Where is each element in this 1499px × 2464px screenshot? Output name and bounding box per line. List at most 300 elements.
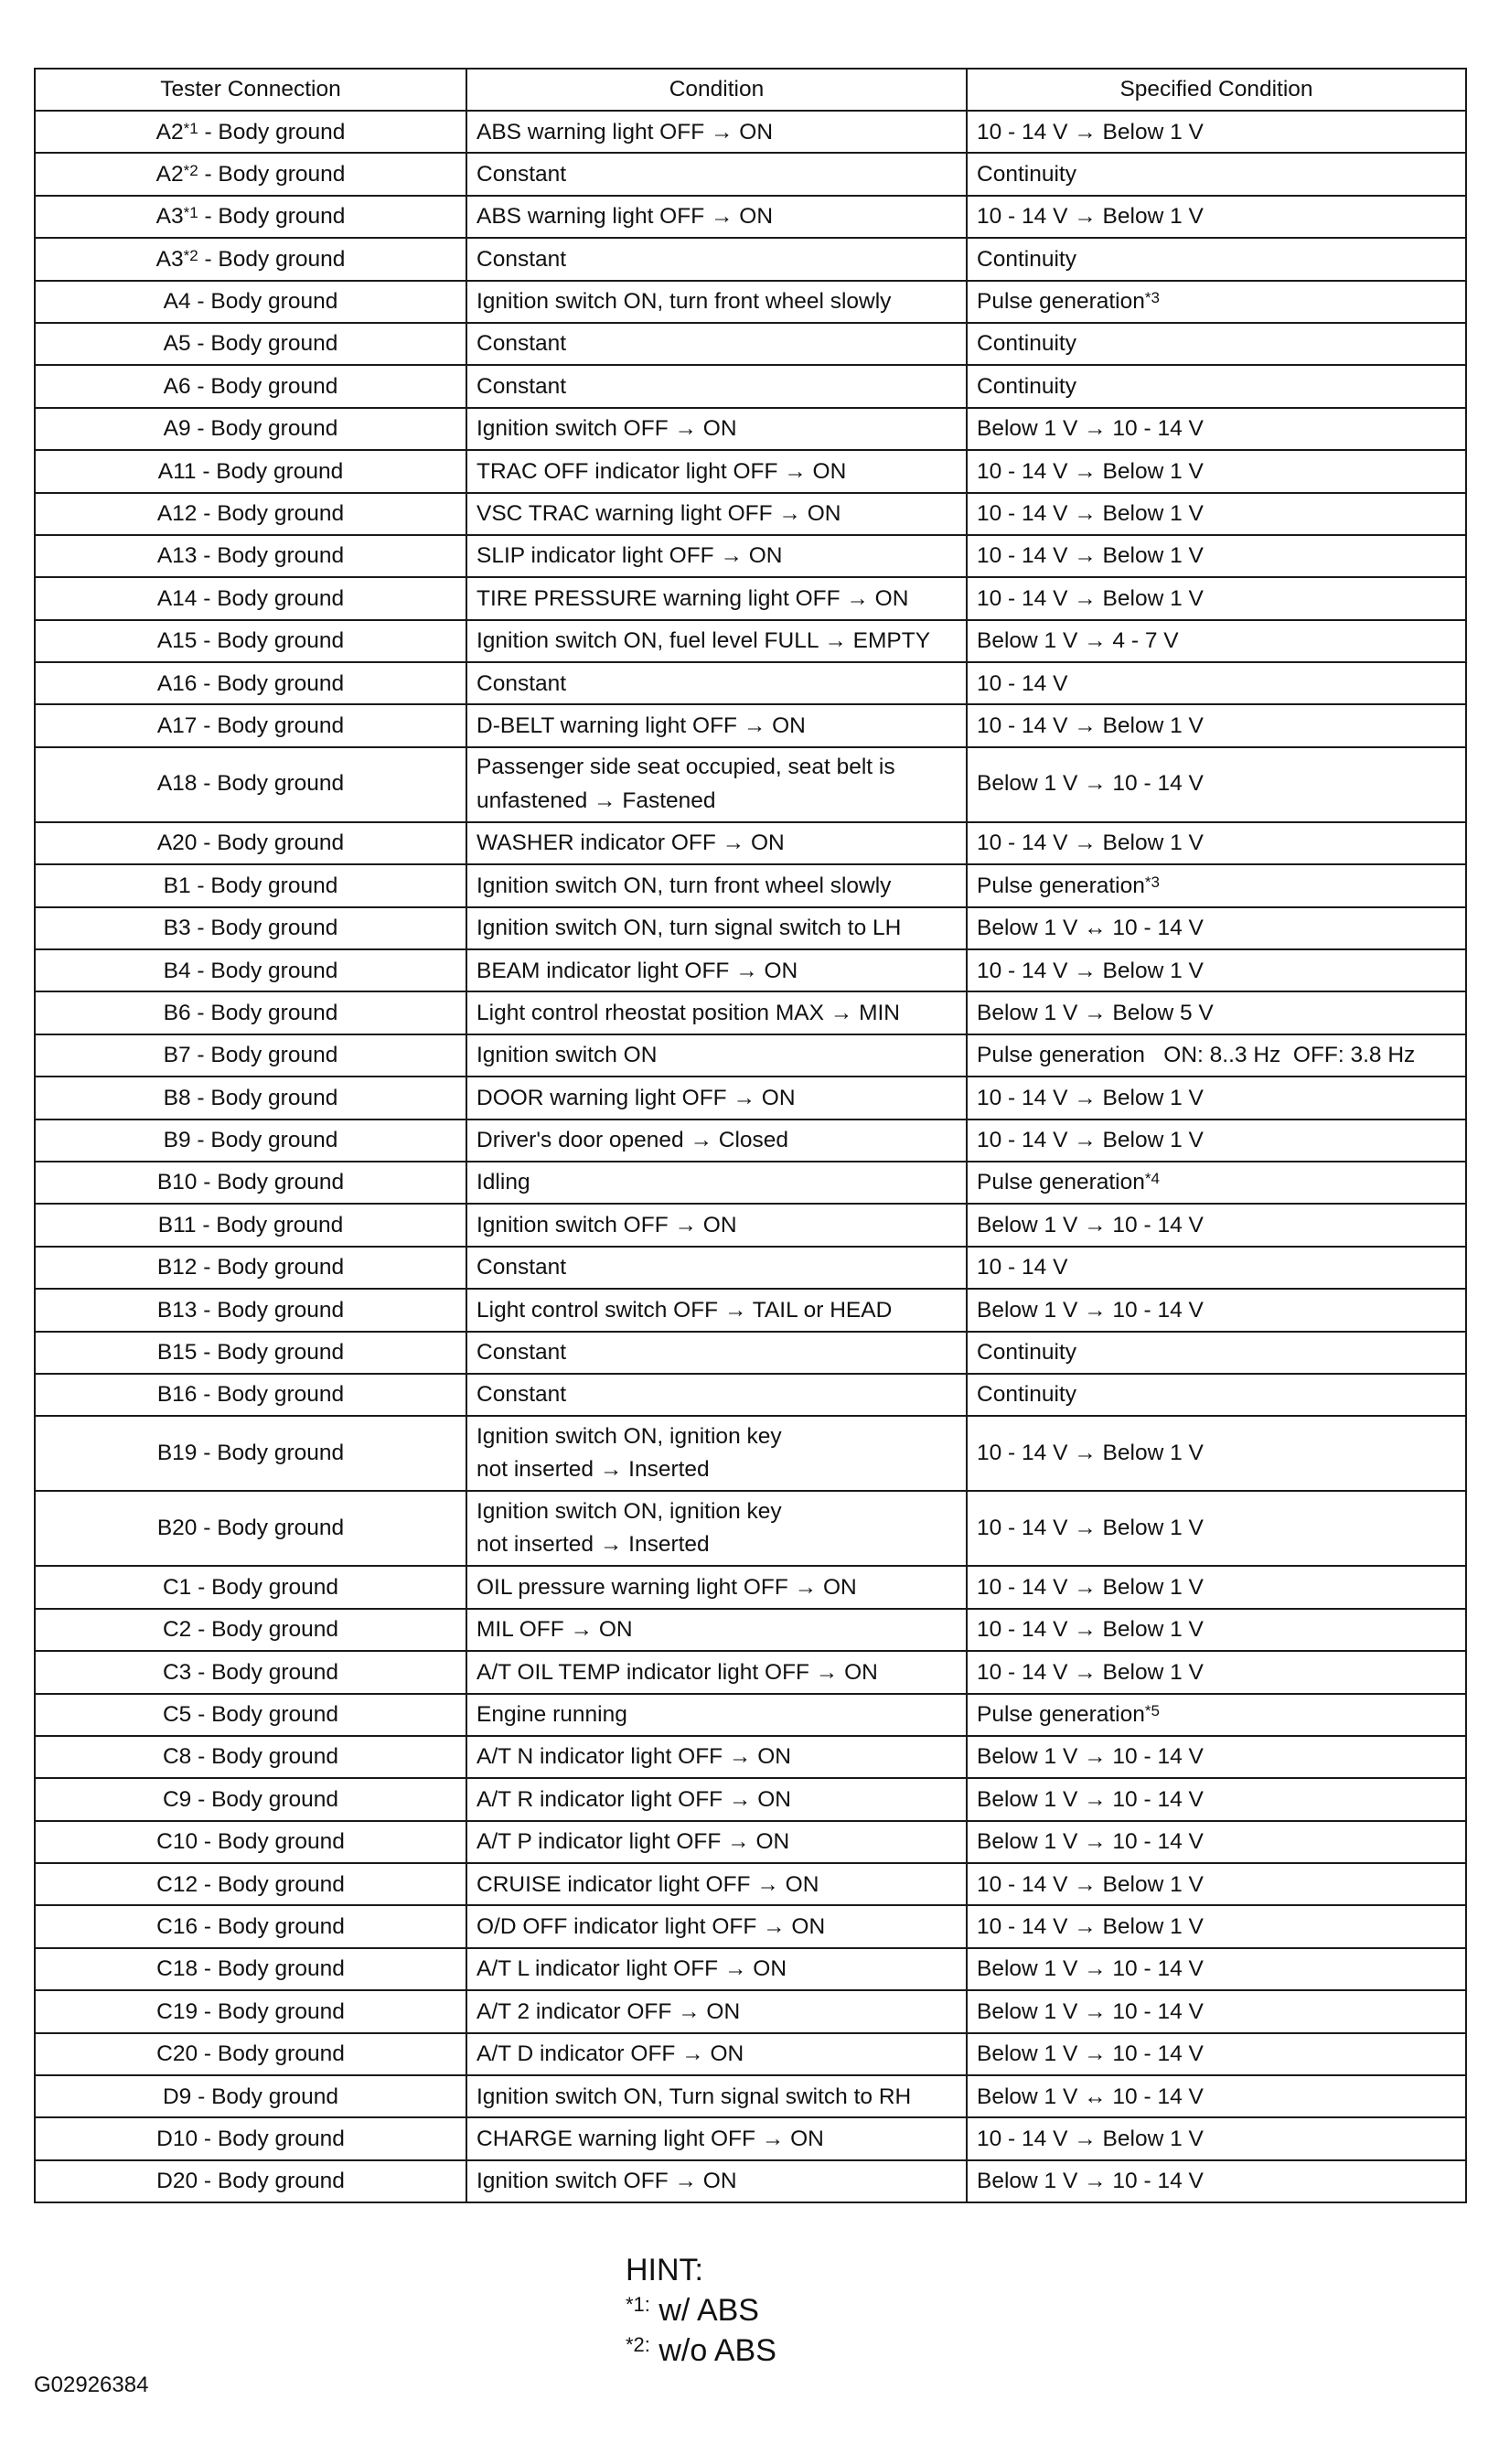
condition-text: Driver's door opened → Closed [476, 1128, 789, 1153]
condition-cell [466, 949, 967, 991]
table-row [35, 577, 1466, 619]
condition-cell [466, 2160, 967, 2202]
tester-connection-cell [35, 111, 466, 153]
hint-block [626, 2250, 776, 2371]
table-row [35, 949, 1466, 991]
specified-condition-text: Below 1 V → 10 - 14 V [977, 1297, 1204, 1323]
terminal-label: C9 - Body ground [162, 1786, 339, 1812]
specified-condition-cell [967, 238, 1466, 280]
terminal-label: C3 - Body ground [162, 1659, 339, 1685]
condition-text: OIL pressure warning light OFF → ON [476, 1574, 857, 1600]
hint-note-text: w/ ABS [649, 2293, 759, 2328]
specified-condition-cell [967, 1374, 1466, 1416]
tester-connection-cell [35, 704, 466, 746]
footnote-mark: *3 [1144, 873, 1160, 891]
specified-condition-cell [967, 1990, 1466, 2032]
condition-cell [466, 365, 967, 407]
specified-condition-text: Below 1 V → 10 - 14 V [977, 1786, 1204, 1812]
terminal-label: B8 - Body ground [163, 1085, 338, 1110]
condition-text: D-BELT warning light OFF → ON [476, 712, 806, 738]
table-row [35, 111, 1466, 153]
terminal-label: A2 [155, 161, 184, 187]
tester-connection-cell [35, 907, 466, 949]
condition-text: Ignition switch ON, ignition key [476, 1498, 782, 1524]
tester-connection-cell [35, 620, 466, 662]
table-row [35, 1120, 1466, 1162]
specified-condition-cell [967, 153, 1466, 195]
condition-text: Engine running [476, 1702, 627, 1727]
condition-cell [466, 1651, 967, 1693]
footnote-mark: *1 [183, 119, 198, 137]
condition-text: Light control rheostat position MAX → MIN [476, 1000, 900, 1025]
tester-connection-cell [35, 1694, 466, 1736]
table-row [35, 365, 1466, 407]
specified-condition-cell [967, 196, 1466, 238]
condition-cell [466, 111, 967, 153]
specified-condition-cell [967, 1120, 1466, 1162]
specified-condition-text: Below 1 V → 10 - 14 V [977, 1744, 1204, 1770]
specified-condition-cell [967, 1948, 1466, 1990]
condition-cell [466, 1204, 967, 1246]
specified-condition-cell [967, 450, 1466, 492]
condition-cell [466, 2033, 967, 2075]
condition-cell [466, 991, 967, 1034]
condition-text: A/T 2 indicator OFF → ON [476, 1998, 741, 2024]
table-row [35, 196, 1466, 238]
header-condition: Condition [466, 69, 967, 111]
condition-cell [466, 1863, 967, 1905]
condition-text: TIRE PRESSURE warning light OFF → ON [476, 585, 909, 611]
condition-text: Constant [476, 161, 567, 187]
condition-text: TRAC OFF indicator light OFF → ON [476, 458, 847, 484]
terminal-label: D9 - Body ground [162, 2084, 339, 2109]
tester-connection-cell [35, 493, 466, 535]
table-row [35, 620, 1466, 662]
table-row [35, 1694, 1466, 1736]
condition-text: Ignition switch ON, turn front wheel slowly [476, 873, 892, 898]
specified-condition-text: Continuity [977, 246, 1076, 272]
table-row [35, 1416, 1466, 1491]
condition-cell [466, 450, 967, 492]
specified-condition-cell [967, 323, 1466, 365]
specified-condition-cell [967, 704, 1466, 746]
condition-cell [466, 1566, 967, 1608]
table-row [35, 1821, 1466, 1863]
table-row [35, 1491, 1466, 1566]
specified-condition-text: Continuity [977, 331, 1076, 357]
condition-cell [466, 1905, 967, 1947]
specified-condition-cell [967, 577, 1466, 619]
terminal-label: A12 - Body ground [156, 501, 345, 527]
specified-condition-text: Below 1 V → 10 - 14 V [977, 1998, 1204, 2024]
table-row [35, 1651, 1466, 1693]
terminal-label: A4 - Body ground [163, 289, 338, 315]
terminal-label: C20 - Body ground [156, 2041, 345, 2067]
tester-connection-cell [35, 1491, 466, 1566]
terminal-label: A18 - Body ground [156, 771, 345, 797]
table-row [35, 907, 1466, 949]
specified-condition-cell [967, 535, 1466, 577]
footnote-mark: *1 [183, 204, 198, 222]
terminal-label: D20 - Body ground [156, 2169, 345, 2194]
condition-text: A/T N indicator light OFF → ON [476, 1744, 791, 1770]
tester-connection-cell [35, 1034, 466, 1077]
condition-cell [466, 1694, 967, 1736]
table-row [35, 535, 1466, 577]
header-specified-condition: Specified Condition [967, 69, 1466, 111]
table-row [35, 1778, 1466, 1820]
hint-note [626, 2330, 776, 2371]
terminal-label: B6 - Body ground [163, 1000, 338, 1025]
condition-text: Ignition switch ON, ignition key [476, 1423, 782, 1449]
table-row [35, 822, 1466, 864]
condition-cell [466, 535, 967, 577]
terminal-label: C12 - Body ground [156, 1871, 345, 1897]
specified-condition-cell [967, 2033, 1466, 2075]
terminal-label: D10 - Body ground [156, 2126, 345, 2151]
condition-cell [466, 1416, 967, 1491]
tester-connection-cell [35, 196, 466, 238]
specified-condition-cell [967, 1736, 1466, 1778]
specified-condition-text: Below 1 V → 4 - 7 V [977, 628, 1179, 654]
specified-condition-cell [967, 281, 1466, 323]
terminal-label: C8 - Body ground [162, 1744, 339, 1770]
specified-condition-cell [967, 1609, 1466, 1651]
table-row [35, 2075, 1466, 2117]
table-row [35, 1289, 1466, 1331]
specified-condition-text: Below 1 V → 10 - 14 V [977, 2041, 1204, 2067]
specified-condition-text: Continuity [977, 161, 1076, 187]
table-row [35, 323, 1466, 365]
specified-condition-cell [967, 1416, 1466, 1491]
tester-connection-cell [35, 1905, 466, 1947]
specified-condition-text: 10 - 14 V → Below 1 V [977, 2126, 1204, 2151]
tester-connection-cell [35, 822, 466, 864]
specified-condition-text: 10 - 14 V [977, 1255, 1068, 1280]
condition-cell [466, 2117, 967, 2159]
condition-text: A/T P indicator light OFF → ON [476, 1829, 790, 1855]
terminal-label: B3 - Body ground [163, 916, 338, 941]
condition-cell [466, 907, 967, 949]
terminal-label: A16 - Body ground [156, 670, 345, 696]
specified-condition-text: Below 1 V → 10 - 14 V [977, 2169, 1204, 2194]
table-row [35, 1034, 1466, 1077]
specified-condition-cell [967, 1491, 1466, 1566]
terminal-label: A3 [155, 246, 184, 272]
terminal-label: A11 - Body ground [157, 458, 344, 484]
terminal-label: A17 - Body ground [156, 712, 345, 738]
specified-condition-text: 10 - 14 V → Below 1 V [977, 830, 1204, 856]
table-row [35, 991, 1466, 1034]
specified-condition-text: Continuity [977, 1382, 1076, 1408]
terminal-suffix: - Body ground [198, 119, 346, 145]
specified-condition-text: 10 - 14 V → Below 1 V [977, 1515, 1204, 1540]
condition-text: VSC TRAC warning light OFF → ON [476, 501, 841, 527]
footnote-mark: *4 [1144, 1170, 1160, 1188]
tester-connection-cell [35, 238, 466, 280]
specified-condition-cell [967, 662, 1466, 704]
terminal-label: A5 - Body ground [163, 331, 338, 357]
condition-cell [466, 1077, 967, 1119]
specified-condition-cell [967, 1077, 1466, 1119]
terminal-suffix: - Body ground [198, 246, 346, 272]
condition-cell [466, 493, 967, 535]
terminal-label: B19 - Body ground [156, 1440, 345, 1465]
terminal-label: A15 - Body ground [156, 628, 345, 654]
table-row [35, 1374, 1466, 1416]
terminal-label: B12 - Body ground [156, 1255, 345, 1280]
specified-condition-text: Pulse generation [977, 1702, 1145, 1727]
specified-condition-cell [967, 2117, 1466, 2159]
specified-condition-text: 10 - 14 V → Below 1 V [977, 1440, 1204, 1465]
footnote-mark: *2 [183, 246, 198, 264]
specified-condition-cell [967, 1905, 1466, 1947]
specified-condition-cell [967, 111, 1466, 153]
specified-condition-cell [967, 2075, 1466, 2117]
tester-connection-cell [35, 1289, 466, 1331]
specified-condition-cell [967, 365, 1466, 407]
condition-cell [466, 1332, 967, 1374]
specified-condition-text: Below 1 V → 10 - 14 V [977, 1956, 1204, 1982]
table-row [35, 1736, 1466, 1778]
specified-condition-text: 10 - 14 V → Below 1 V [977, 119, 1204, 145]
condition-cell [466, 822, 967, 864]
condition-cell [466, 1289, 967, 1331]
condition-text: Passenger side seat occupied, seat belt is [476, 755, 895, 780]
condition-text: ABS warning light OFF → ON [476, 204, 774, 230]
specified-condition-cell [967, 1778, 1466, 1820]
tester-connection-cell [35, 991, 466, 1034]
specified-condition-text: 10 - 14 V → Below 1 V [977, 958, 1204, 983]
hint-note-text: w/o ABS [649, 2333, 776, 2368]
hint-title: HINT: [626, 2253, 703, 2287]
condition-text-line2: not inserted → Inserted [476, 1457, 710, 1483]
condition-text: Constant [476, 670, 567, 696]
specified-condition-cell [967, 949, 1466, 991]
tester-connection-cell [35, 1416, 466, 1491]
tester-connection-cell [35, 365, 466, 407]
condition-cell [466, 864, 967, 906]
condition-text-line2: not inserted → Inserted [476, 1532, 710, 1558]
condition-text: Ignition switch OFF → ON [476, 2169, 737, 2194]
specified-condition-cell [967, 1247, 1466, 1289]
figure-id: G02926384 [34, 2373, 149, 2397]
terminal-label: A3 [155, 204, 184, 230]
condition-cell [466, 2075, 967, 2117]
specified-condition-cell [967, 1651, 1466, 1693]
specified-condition-cell [967, 620, 1466, 662]
tester-connection-cell [35, 535, 466, 577]
condition-text: CHARGE warning light OFF → ON [476, 2126, 824, 2151]
table-row [35, 1905, 1466, 1947]
specified-condition-cell [967, 822, 1466, 864]
terminal-suffix: - Body ground [198, 161, 346, 187]
table-row [35, 408, 1466, 450]
condition-text: DOOR warning light OFF → ON [476, 1085, 796, 1110]
condition-text: Constant [476, 373, 567, 399]
table-row [35, 281, 1466, 323]
specified-condition-cell [967, 408, 1466, 450]
tester-connection-cell [35, 1609, 466, 1651]
tester-connection-cell [35, 450, 466, 492]
tester-connection-cell [35, 2033, 466, 2075]
tester-connection-cell [35, 1863, 466, 1905]
condition-text: Constant [476, 1340, 567, 1366]
tester-connection-cell [35, 747, 466, 822]
table-row [35, 153, 1466, 195]
hint-note-mark: *1: [626, 2293, 650, 2316]
tester-connection-table [34, 68, 1467, 2203]
tester-connection-cell [35, 1736, 466, 1778]
specified-condition-cell [967, 1034, 1466, 1077]
condition-cell [466, 1990, 967, 2032]
terminal-label: B1 - Body ground [163, 873, 338, 898]
tester-connection-cell [35, 1948, 466, 1990]
condition-text: CRUISE indicator light OFF → ON [476, 1871, 819, 1897]
tester-connection-cell [35, 408, 466, 450]
condition-text: Ignition switch ON, turn front wheel slowly [476, 289, 892, 315]
tester-connection-cell [35, 1821, 466, 1863]
table-row [35, 450, 1466, 492]
specified-condition-text: Pulse generation ON: 8..3 Hz OFF: 3.8 Hz [977, 1043, 1416, 1068]
table-row [35, 1990, 1466, 2032]
condition-cell [466, 1609, 967, 1651]
condition-cell [466, 281, 967, 323]
specified-condition-cell [967, 1289, 1466, 1331]
condition-cell [466, 704, 967, 746]
tester-connection-cell [35, 281, 466, 323]
condition-text: Ignition switch OFF → ON [476, 416, 737, 442]
table-row [35, 747, 1466, 822]
condition-text: A/T L indicator light OFF → ON [476, 1956, 787, 1982]
condition-cell [466, 662, 967, 704]
condition-cell [466, 1374, 967, 1416]
tester-connection-cell [35, 864, 466, 906]
specified-condition-cell [967, 1204, 1466, 1246]
condition-cell [466, 1162, 967, 1204]
specified-condition-text: Below 1 V → 10 - 14 V [977, 1212, 1204, 1237]
terminal-label: B16 - Body ground [156, 1382, 345, 1408]
condition-cell [466, 238, 967, 280]
terminal-label: C19 - Body ground [156, 1998, 345, 2024]
specified-condition-cell [967, 864, 1466, 906]
specified-condition-cell [967, 2160, 1466, 2202]
specified-condition-text: Pulse generation [977, 289, 1145, 315]
condition-text: A/T D indicator OFF → ON [476, 2041, 744, 2067]
table-row [35, 2033, 1466, 2075]
terminal-label: A14 - Body ground [156, 585, 345, 611]
tester-connection-cell [35, 1332, 466, 1374]
specified-condition-text: Continuity [977, 373, 1076, 399]
terminal-label: C16 - Body ground [156, 1913, 345, 1939]
terminal-label: C10 - Body ground [156, 1829, 345, 1855]
terminal-label: C2 - Body ground [162, 1617, 339, 1643]
specified-condition-text: Below 1 V → 10 - 14 V [977, 416, 1204, 442]
condition-cell [466, 620, 967, 662]
tester-connection-cell [35, 2117, 466, 2159]
tester-connection-cell [35, 1651, 466, 1693]
tester-connection-cell [35, 1374, 466, 1416]
terminal-label: A13 - Body ground [156, 543, 345, 569]
terminal-label: A9 - Body ground [163, 416, 338, 442]
footnote-mark: *5 [1144, 1702, 1160, 1719]
condition-text: A/T OIL TEMP indicator light OFF → ON [476, 1659, 878, 1685]
specified-condition-cell [967, 493, 1466, 535]
specified-condition-cell [967, 1162, 1466, 1204]
condition-text: SLIP indicator light OFF → ON [476, 543, 783, 569]
hint-note-mark: *2: [626, 2333, 650, 2356]
table-row [35, 1077, 1466, 1119]
terminal-label: B9 - Body ground [163, 1128, 338, 1153]
specified-condition-text: Continuity [977, 1340, 1076, 1366]
specified-condition-text: Below 1 V → 10 - 14 V [977, 1829, 1204, 1855]
condition-cell [466, 577, 967, 619]
tester-connection-cell [35, 662, 466, 704]
footnote-mark: *2 [183, 161, 198, 179]
terminal-label: C18 - Body ground [156, 1956, 345, 1982]
terminal-label: B20 - Body ground [156, 1515, 345, 1540]
condition-cell [466, 1948, 967, 1990]
tester-connection-cell [35, 1778, 466, 1820]
specified-condition-cell [967, 1566, 1466, 1608]
specified-condition-text: 10 - 14 V → Below 1 V [977, 585, 1204, 611]
terminal-label: C5 - Body ground [162, 1702, 339, 1727]
specified-condition-text: 10 - 14 V → Below 1 V [977, 543, 1204, 569]
specified-condition-cell [967, 1821, 1466, 1863]
tester-connection-cell [35, 2075, 466, 2117]
tester-connection-cell [35, 1162, 466, 1204]
condition-text: Constant [476, 1382, 567, 1408]
tester-connection-cell [35, 2160, 466, 2202]
table-row [35, 1609, 1466, 1651]
table-row [35, 1204, 1466, 1246]
specified-condition-text: Below 1 V → 10 - 14 V [977, 771, 1204, 797]
tester-connection-cell [35, 323, 466, 365]
terminal-label: B10 - Body ground [156, 1170, 345, 1195]
table-row [35, 1332, 1466, 1374]
tester-connection-cell [35, 1247, 466, 1289]
specified-condition-text: 10 - 14 V → Below 1 V [977, 1617, 1204, 1643]
condition-text: A/T R indicator light OFF → ON [476, 1786, 791, 1812]
table-row [35, 1948, 1466, 1990]
condition-text: Constant [476, 246, 567, 272]
terminal-label: C1 - Body ground [162, 1574, 339, 1600]
table-row [35, 1863, 1466, 1905]
specified-condition-cell [967, 1863, 1466, 1905]
specified-condition-text: 10 - 14 V → Below 1 V [977, 712, 1204, 738]
tester-connection-cell [35, 153, 466, 195]
condition-cell [466, 1247, 967, 1289]
condition-cell [466, 1778, 967, 1820]
specified-condition-text: Below 1 V → Below 5 V [977, 1000, 1214, 1025]
condition-cell [466, 747, 967, 822]
terminal-label: A6 - Body ground [163, 373, 338, 399]
condition-text: Ignition switch OFF → ON [476, 1212, 737, 1237]
specified-condition-cell [967, 991, 1466, 1034]
table-row [35, 1162, 1466, 1204]
condition-cell [466, 323, 967, 365]
condition-cell [466, 1821, 967, 1863]
condition-cell [466, 153, 967, 195]
condition-text: Constant [476, 1255, 567, 1280]
condition-text: Ignition switch ON, fuel level FULL → EMPTY [476, 628, 931, 654]
specified-condition-cell [967, 1332, 1466, 1374]
terminal-label: B15 - Body ground [156, 1340, 345, 1366]
specified-condition-cell [967, 907, 1466, 949]
terminal-label: B7 - Body ground [163, 1043, 338, 1068]
condition-cell [466, 1034, 967, 1077]
condition-text: MIL OFF → ON [476, 1617, 633, 1643]
